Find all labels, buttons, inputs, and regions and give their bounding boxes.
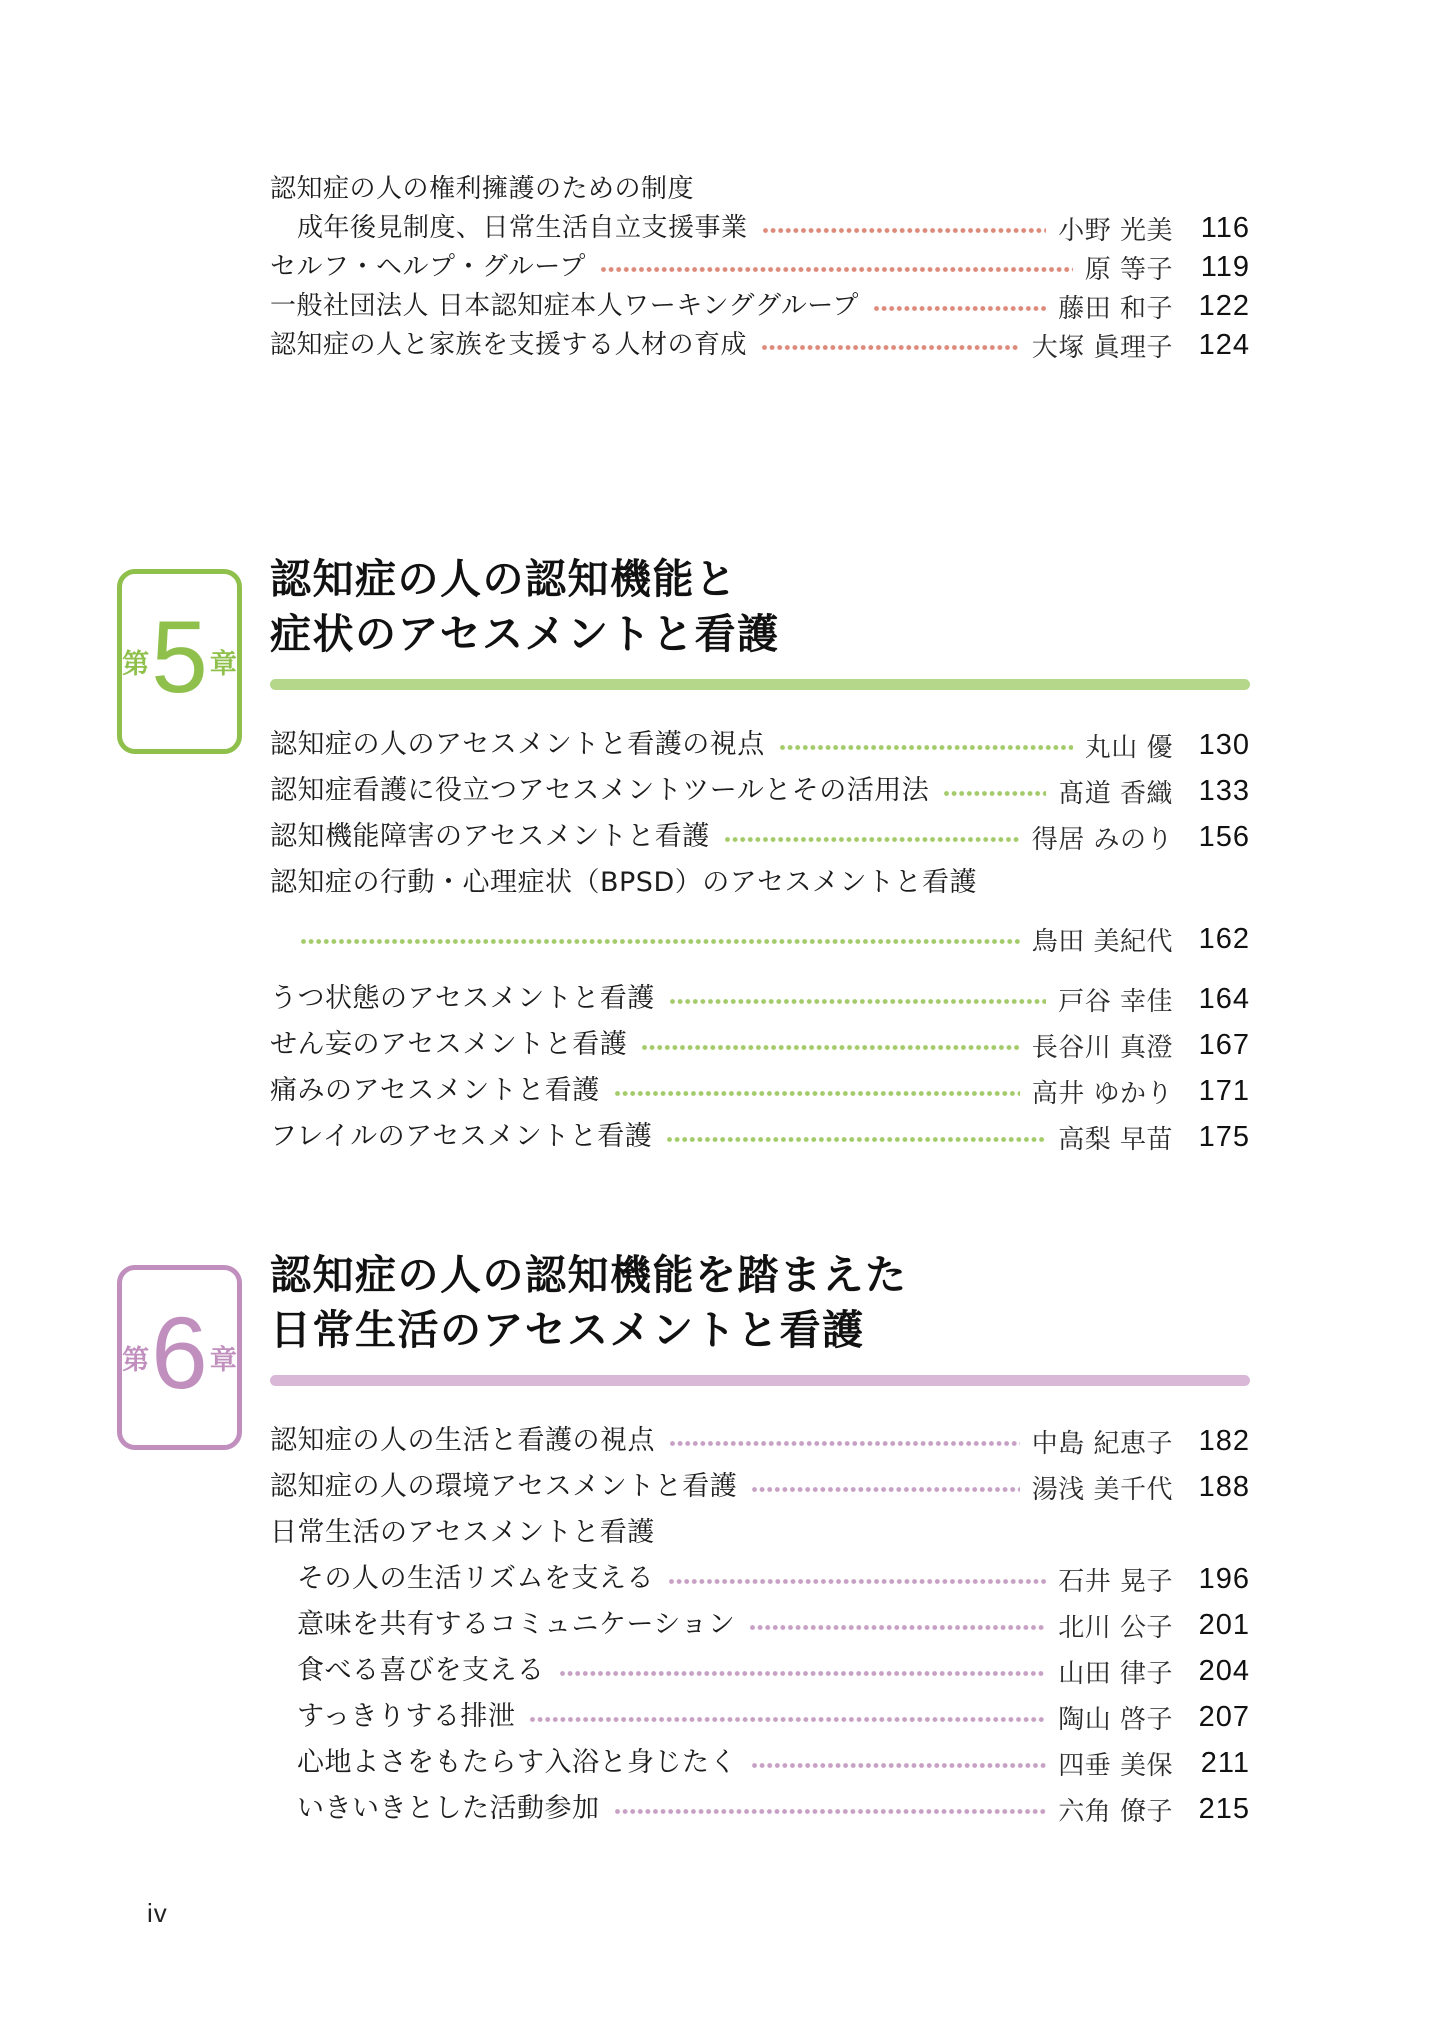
entry-page-number: 164 <box>1198 982 1250 1015</box>
entry-title: せん妄のアセスメントと看護 <box>270 1028 628 1060</box>
entry-page-number: 196 <box>1198 1562 1250 1595</box>
chapter-title <box>270 552 1250 662</box>
dotted-leader <box>559 1669 1047 1678</box>
entry-title: 痛みのアセスメントと看護 <box>270 1074 600 1106</box>
chapter-suffix-label: 章 <box>209 1345 237 1376</box>
dotted-leader <box>600 265 1073 274</box>
toc-entry <box>270 1694 1250 1740</box>
toc-entry <box>270 1602 1250 1648</box>
chapter-5-section <box>122 552 1250 1160</box>
page-number-footer: iv <box>147 1898 168 1928</box>
toc-entry <box>270 1022 1250 1068</box>
entry-title: 成年後見制度、日常生活自立支援事業 <box>297 212 748 243</box>
entry-author: 中島 紀恵子 <box>1031 1428 1173 1459</box>
toc-entry <box>270 1786 1250 1832</box>
dotted-leader <box>762 226 1047 235</box>
entry-page-number: 130 <box>1198 728 1250 761</box>
entry-author: 大塚 眞理子 <box>1031 333 1173 363</box>
entry-title: 認知症看護に役立つアセスメントツールとその活用法 <box>270 774 930 806</box>
chapter-number: 5 <box>151 599 208 714</box>
toc-entry <box>270 1740 1250 1786</box>
entry-page-number: 215 <box>1198 1792 1250 1825</box>
entry-author: 六角 僚子 <box>1058 1796 1173 1827</box>
entry-title: 一般社団法人 日本認知症本人ワーキンググループ <box>270 290 859 321</box>
dotted-leader <box>749 1623 1046 1632</box>
entry-list <box>270 170 1250 365</box>
toc-entry <box>270 814 1250 860</box>
chapter-title <box>270 1248 1250 1358</box>
entry-title: 認知症の人の環境アセスメントと看護 <box>270 1470 738 1502</box>
entry-title: 認知症の人の権利擁護のための制度 <box>270 173 695 204</box>
entry-author: 髙道 香織 <box>1058 778 1173 809</box>
toc-entry <box>270 1114 1250 1160</box>
entry-author: 得居 みのり <box>1031 824 1173 855</box>
dotted-leader <box>669 997 1047 1006</box>
entry-list <box>270 1418 1250 1832</box>
entry-page-number: 133 <box>1198 774 1250 807</box>
entry-title: 認知症の人と家族を支援する人材の育成 <box>270 329 748 360</box>
entry-page-number: 211 <box>1200 1746 1250 1779</box>
dotted-leader <box>943 789 1046 798</box>
toc-entry <box>270 326 1250 365</box>
toc-entry <box>270 170 1250 209</box>
toc-entry <box>270 1556 1250 1602</box>
entry-list <box>270 722 1250 1160</box>
entry-page-number: 201 <box>1198 1608 1250 1641</box>
entry-page-number: 171 <box>1198 1074 1250 1107</box>
entry-title: フレイルのアセスメントと看護 <box>270 1120 653 1152</box>
entry-author: 高梨 早苗 <box>1058 1124 1173 1155</box>
dotted-leader <box>779 743 1073 752</box>
entry-author: 湯浅 美千代 <box>1031 1474 1173 1505</box>
entry-author: 北川 公子 <box>1058 1612 1173 1643</box>
dotted-leader <box>724 835 1020 844</box>
entry-author: 藤田 和子 <box>1058 294 1173 324</box>
entry-page-number: 167 <box>1198 1028 1250 1061</box>
entry-page-number: 122 <box>1198 290 1250 322</box>
entry-author: 鳥田 美紀代 <box>1031 926 1173 957</box>
dotted-leader <box>529 1715 1046 1724</box>
chapter-suffix-label: 章 <box>209 649 237 680</box>
toc-entry <box>270 1464 1250 1510</box>
toc-entry <box>270 1418 1250 1464</box>
entry-title: 認知症の行動・心理症状（BPSD）のアセスメントと看護 <box>270 866 977 898</box>
entry-title: セルフ・ヘルプ・グループ <box>270 251 586 282</box>
entry-title: 日常生活のアセスメントと看護 <box>270 1516 655 1548</box>
dotted-leader <box>666 1135 1046 1144</box>
entry-author: 長谷川 真澄 <box>1031 1032 1173 1063</box>
toc-entry <box>270 1648 1250 1694</box>
dotted-leader <box>751 1485 1020 1494</box>
dotted-leader <box>614 1089 1020 1098</box>
entry-title: 認知症の人のアセスメントと看護の視点 <box>270 728 765 760</box>
entry-title: 意味を共有するコミュニケーション <box>297 1608 736 1640</box>
chapter-badge <box>117 1265 242 1450</box>
entry-author: 小野 光美 <box>1058 216 1173 246</box>
chapter-prefix-label: 第 <box>122 649 150 680</box>
dotted-leader <box>669 1439 1020 1448</box>
toc-entry <box>270 209 1250 248</box>
chapter-title-line: 認知症の人の認知機能と <box>270 555 738 603</box>
toc-entry <box>270 916 1250 962</box>
toc-entry <box>270 248 1250 287</box>
entry-page-number: 175 <box>1198 1120 1250 1153</box>
dotted-leader <box>300 937 1020 946</box>
entry-page-number: 124 <box>1198 329 1250 361</box>
entry-author: 原 等子 <box>1084 255 1173 285</box>
entry-title: すっきりする排泄 <box>297 1700 516 1732</box>
entry-page-number: 116 <box>1200 212 1250 244</box>
toc-content <box>122 150 1250 1832</box>
dotted-leader <box>668 1577 1046 1586</box>
dotted-leader <box>873 304 1046 313</box>
chapter-underline-bar <box>270 679 1250 690</box>
entry-author: 戸谷 幸佳 <box>1058 986 1173 1017</box>
entry-author: 石井 晃子 <box>1058 1566 1173 1597</box>
entry-title: うつ状態のアセスメントと看護 <box>270 982 655 1014</box>
chapter-title-line: 認知症の人の認知機能を踏まえた <box>270 1251 908 1299</box>
entry-page-number: 204 <box>1198 1654 1250 1687</box>
entry-page-number: 119 <box>1200 251 1250 283</box>
entry-page-number: 156 <box>1198 820 1250 853</box>
toc-entry <box>270 1068 1250 1114</box>
chapter-title-line: 日常生活のアセスメントと看護 <box>270 1306 865 1354</box>
dotted-leader <box>641 1043 1020 1052</box>
entry-page-number: 207 <box>1198 1700 1250 1733</box>
chapter-number: 6 <box>151 1295 208 1410</box>
toc-entry <box>270 860 1250 906</box>
entry-author: 高井 ゆかり <box>1031 1078 1173 1109</box>
chapter-underline-bar <box>270 1375 1250 1386</box>
entry-title: 認知症の人の生活と看護の視点 <box>270 1424 655 1456</box>
entry-page-number: 162 <box>1198 922 1250 955</box>
entry-author: 丸山 優 <box>1084 732 1173 763</box>
dotted-leader <box>751 1761 1046 1770</box>
dotted-leader <box>614 1807 1047 1816</box>
chapter-title-line: 症状のアセスメントと看護 <box>270 610 780 658</box>
entry-title: いきいきとした活動参加 <box>297 1792 600 1824</box>
entry-title: 認知機能障害のアセスメントと看護 <box>270 820 710 852</box>
entry-author: 陶山 啓子 <box>1058 1704 1173 1735</box>
entry-author: 四垂 美保 <box>1058 1750 1173 1781</box>
toc-entry <box>270 287 1250 326</box>
entry-page-number: 182 <box>1198 1424 1250 1457</box>
chapter-prefix-label: 第 <box>122 1345 150 1376</box>
entry-title: 食べる喜びを支える <box>297 1654 545 1686</box>
chapter-badge <box>117 569 242 754</box>
toc-entry <box>270 768 1250 814</box>
entry-author: 山田 律子 <box>1058 1658 1173 1689</box>
dotted-leader <box>761 343 1020 352</box>
toc-entry <box>270 1510 1250 1556</box>
rights-advocacy-section <box>270 170 1250 365</box>
toc-entry <box>270 722 1250 768</box>
entry-title: その人の生活リズムを支える <box>297 1562 654 1594</box>
toc-entry <box>270 976 1250 1022</box>
entry-page-number: 188 <box>1198 1470 1250 1503</box>
chapter-6-section <box>122 1248 1250 1832</box>
entry-title: 心地よさをもたらす入浴と身じたく <box>297 1746 737 1778</box>
